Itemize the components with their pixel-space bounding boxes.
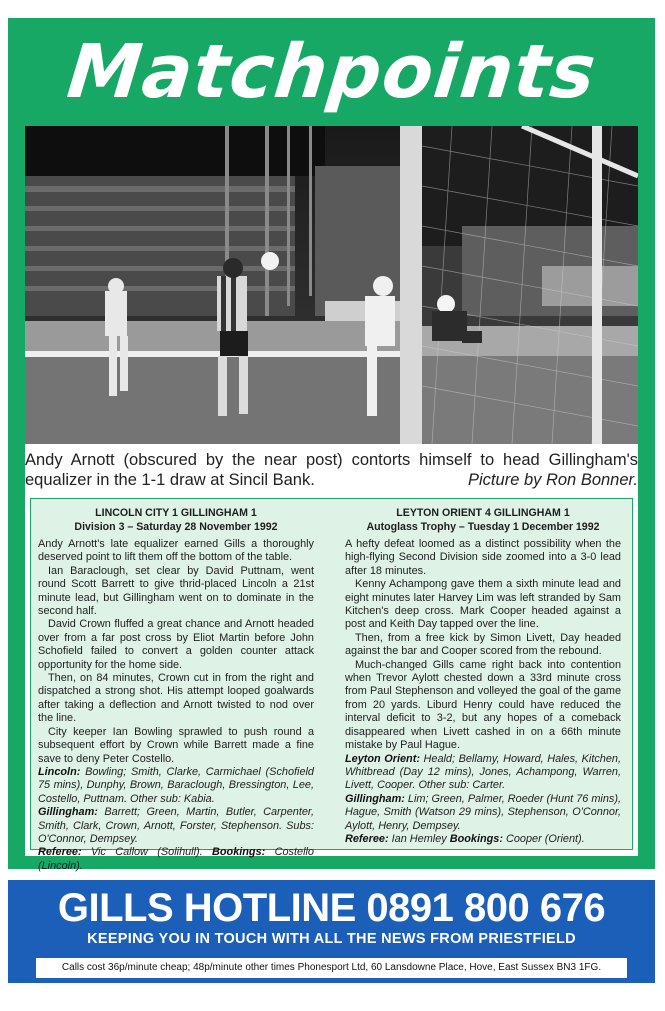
referee-line	[38, 846, 314, 873]
team-lineup	[38, 766, 314, 806]
team-label: Gillingham:	[38, 806, 98, 819]
report-fixture: LEYTON ORIENT 4 GILLINGHAM 1	[396, 507, 570, 519]
hotline-advert	[8, 880, 655, 983]
hotline-tagline: KEEPING YOU IN TOUCH WITH ALL THE NEWS FROM PRIESTFIELD	[87, 931, 576, 947]
report-competition: Autoglass Trophy – Tuesday 1 December 1992	[366, 520, 600, 533]
referee-line	[345, 833, 621, 846]
report-paragraph: Ian Baraclough, set clear by David Puttnam, went round Scott Barrett to give thrid-placed Lincoln a 21st minute lead, but Gillingham went on to dominate in the second half.	[38, 564, 314, 618]
report-leyton	[345, 507, 621, 846]
referee-name: Ian Hemley	[388, 832, 450, 845]
team-lineup	[345, 753, 621, 793]
match-reports-box	[30, 498, 633, 872]
bookings-label: Bookings:	[212, 846, 266, 859]
referee-name: Vic Callow (Solihull).	[81, 846, 213, 859]
photo-caption	[25, 450, 638, 490]
team-label: Gillingham:	[345, 792, 405, 805]
referee-label: Referee:	[38, 846, 82, 859]
masthead	[8, 18, 655, 126]
content-panel	[25, 126, 638, 872]
bookings-text: Costello (Lincoln).	[38, 846, 314, 872]
report-paragraph: A hefty defeat loomed as a distinct possibility when the high-flying Second Division side zoomed into a 3-0 lead after 18 minutes.	[345, 538, 621, 577]
team-players: Bowling; Smith, Clarke, Carmichael (Schofield 75 mins), Dunphy, Brown, Baraclough, Bressington, Lee, Costello, Puttnam. Other sub: Kabia.	[38, 765, 314, 805]
team-players: Lim; Green, Palmer, Roeder (Hunt 76 mins), Hague, Smith (Watson 29 mins), Stephenson, O'Connor, Aylott, Henry, Dempsey.	[345, 792, 621, 832]
masthead-title: Matchpoints	[63, 29, 600, 115]
goal-post	[400, 126, 422, 444]
match-photo	[25, 126, 400, 444]
report-paragraph: David Crown fluffed a great chance and Arnott headed over from a far post cross by Eliot Martin before John Schofield failed to convert a golden counter attack opportunity for the home side.	[38, 618, 314, 671]
report-paragraph: City keeper Ian Bowling sprawled to push round a subsequent effort by Crown while Barrett made a fine save to deny Peter Costello.	[38, 725, 314, 765]
hotline-small-print: Calls cost 36p/minute cheap; 48p/minute other times Phonesport Ltd, 60 Lansdowne Place, Hove, East Sussex BN3 1FG.	[36, 958, 627, 978]
report-competition: Division 3 – Saturday 28 November 1992	[74, 520, 278, 533]
team-label: Lincoln:	[38, 765, 81, 778]
report-paragraph: Then, from a free kick by Simon Livett, Day headed against the bar and Cooper scored from the rebound.	[345, 631, 621, 658]
referee-label: Referee:	[345, 832, 389, 845]
report-paragraph: Kenny Achampong gave them a sixth minute lead and eight minutes later Harvey Lim was left stranded by Sam Kitchen's deep cross. Mark Cooper headed against a post and Keith Day tapped over the line.	[345, 578, 621, 631]
report-paragraph: Much-changed Gills came right back into contention when Trevor Aylott chested down a 33rd minute cross from Paul Stephenson and volleyed the goal of the game from 20 yards. Liburd Henry could have reduced the interval deficit to 3-2, but any hopes of a comeback disappeared when Livett cashed in on a 66th minute mistake by Paul Hague.	[345, 658, 621, 752]
caption-text: Andy Arnott (obscured by the near post) contorts himself to head Gillingham's equalizer in the 1-1 draw at Sincil Bank.	[25, 451, 638, 489]
team-lineup	[38, 806, 314, 846]
report-lincoln	[38, 507, 314, 873]
report-fixture: LINCOLN CITY 1 GILLINGHAM 1	[95, 507, 257, 519]
report-heading	[38, 507, 314, 534]
bookings-label: Bookings:	[449, 832, 503, 845]
team-players: Heald; Bellamy, Howard, Hales, Kitchen, Whitbread (Day 12 mins), Jones, Achampong, Warren, Livett, Cooper. Other sub: Carter.	[345, 752, 621, 792]
photo-credit: Picture by Ron Bonner.	[468, 471, 638, 489]
report-paragraph: Then, on 84 minutes, Crown cut in from the right and dispatched a strong shot. His attempt looped goalwards after taking a deflection and Arnott twisted to nod over the line.	[38, 672, 314, 725]
team-label: Leyton Orient:	[345, 752, 420, 765]
team-lineup	[345, 793, 621, 833]
match-photo-goal	[422, 126, 638, 444]
report-paragraph: Andy Arnott's late equalizer earned Gills a thoroughly deserved point to lift them off the bottom of the table.	[38, 538, 314, 564]
report-heading	[345, 507, 621, 534]
hotline-title: GILLS HOTLINE 0891 800 676	[57, 886, 606, 930]
bookings-text: Cooper (Orient).	[502, 832, 585, 845]
team-players: Barrett; Green, Martin, Butler, Carpenter, Smith, Clark, Crown, Arnott, Forster, Stephenson. Subs: O'Connor, Dempsey.	[38, 806, 314, 845]
